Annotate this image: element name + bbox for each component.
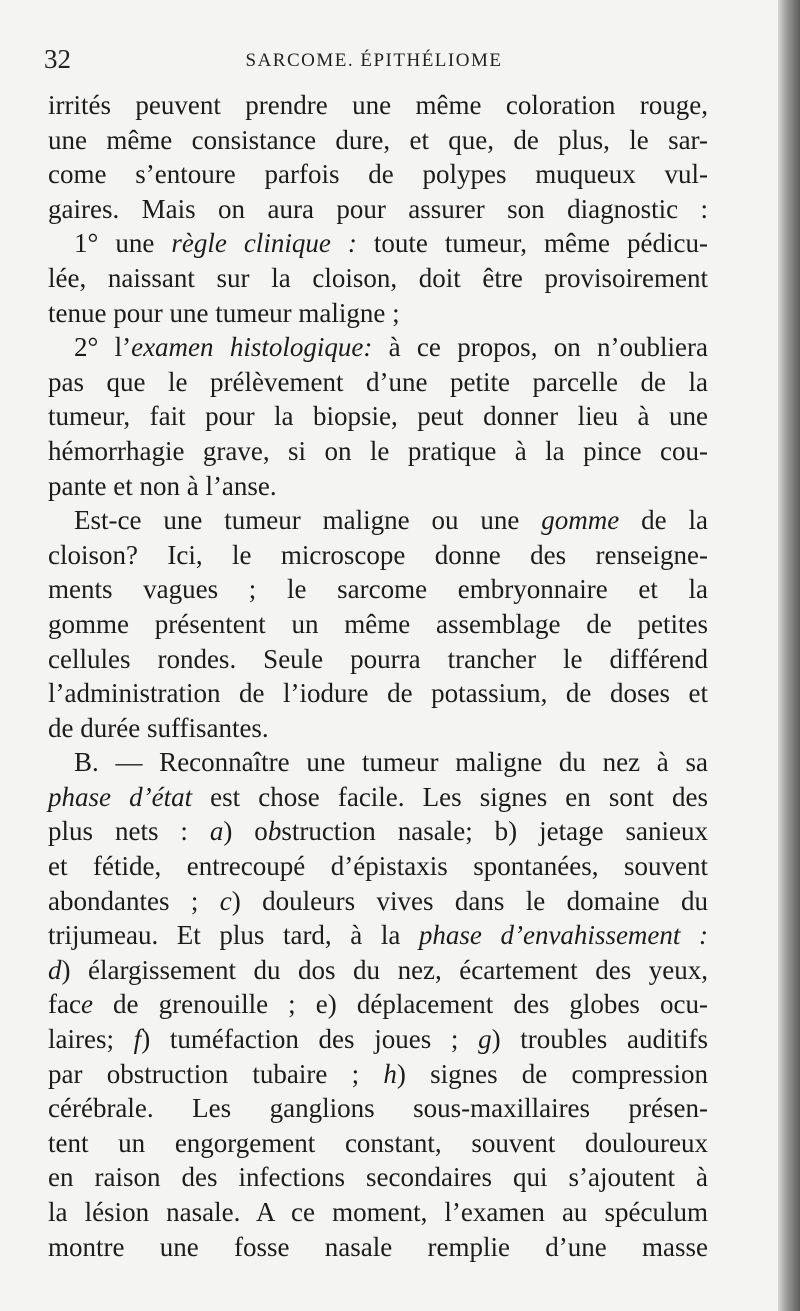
text-line: l’administration de l’iodure de potassium, de doses et [48,678,708,709]
text-line: gaires. Mais on aura pour assurer son diagnostic : [48,193,708,224]
text-line: face de grenouille ; e) déplacement des globes ocu- [48,989,708,1020]
body-text [48,88,708,1264]
text-line: phase d’état est chose facile. Les signes en sont des [48,781,708,812]
text-line: montre une fosse nasale remplie d’une masse [48,1231,708,1262]
text-line: tumeur, fait pour la biopsie, peut donner lieu à une [48,401,708,432]
text-line: come s’entoure parfois de polypes muqueux vul- [48,159,708,190]
text-line: B. — Reconnaître une tumeur maligne du nez à sa [74,747,708,778]
text-line: en raison des infections secondaires qui s’ajoutent à [48,1162,708,1193]
text-line: par obstruction tubaire ; h) signes de compression [48,1058,709,1089]
text-line: lée, naissant sur la cloison, doit être provisoirement [48,262,708,293]
text-line: Est-ce une tumeur maligne ou une gomme de la [74,505,708,536]
text-line: abondantes ; c) douleurs vives dans le domaine du [48,885,708,916]
text-line: 2° l’examen histologique: à ce propos, on n’oubliera [74,332,708,363]
page-header [44,44,704,78]
text-line: une même consistance dure, et que, de plus, le sar- [48,124,708,155]
text-line: 1° une règle clinique : toute tumeur, même pédicu- [74,228,708,259]
text-line: d) élargissement du dos du nez, écartement des yeux, [48,954,708,985]
text-line: pas que le prélèvement d’une petite parcelle de la [48,366,708,397]
text-line: pante et non à l’anse. [48,470,277,501]
text-line: trijumeau. Et plus tard, à la phase d’envahissement : [48,920,708,951]
text-line: plus nets : a) obstruction nasale; b) jetage sanieux [48,816,708,847]
text-line: laires; f) tuméfaction des joues ; g) troubles auditifs [48,1024,708,1055]
running-title: SARCOME. ÉPITHÉLIOME [245,50,503,71]
text-line: et fétide, entrecoupé d’épistaxis spontanées, souvent [48,851,708,882]
text-line: de durée suffisantes. [48,712,269,743]
text-line: hémorrhagie grave, si on le pratique à la pince cou- [48,435,708,466]
text-line: tent un engorgement constant, souvent douloureux [48,1127,708,1158]
page-number: 32 [44,44,71,74]
text-line: irrités peuvent prendre une même coloration rouge, [48,90,708,120]
text-line: cloison? Ici, le microscope donne des renseigne- [48,539,708,570]
text-line: tenue pour une tumeur maligne ; [48,297,400,328]
page-edge [778,0,800,1311]
text-line: la lésion nasale. A ce moment, l’examen au spéculum [48,1197,708,1227]
text-line: cérébrale. Les ganglions sous-maxillaires présen- [48,1093,708,1124]
text-line: ments vagues ; le sarcome embryonnaire et la [48,574,708,605]
text-line: cellules rondes. Seule pourra trancher le différend [48,643,708,674]
text-line: gomme présentent un même assemblage de petites [48,608,708,639]
